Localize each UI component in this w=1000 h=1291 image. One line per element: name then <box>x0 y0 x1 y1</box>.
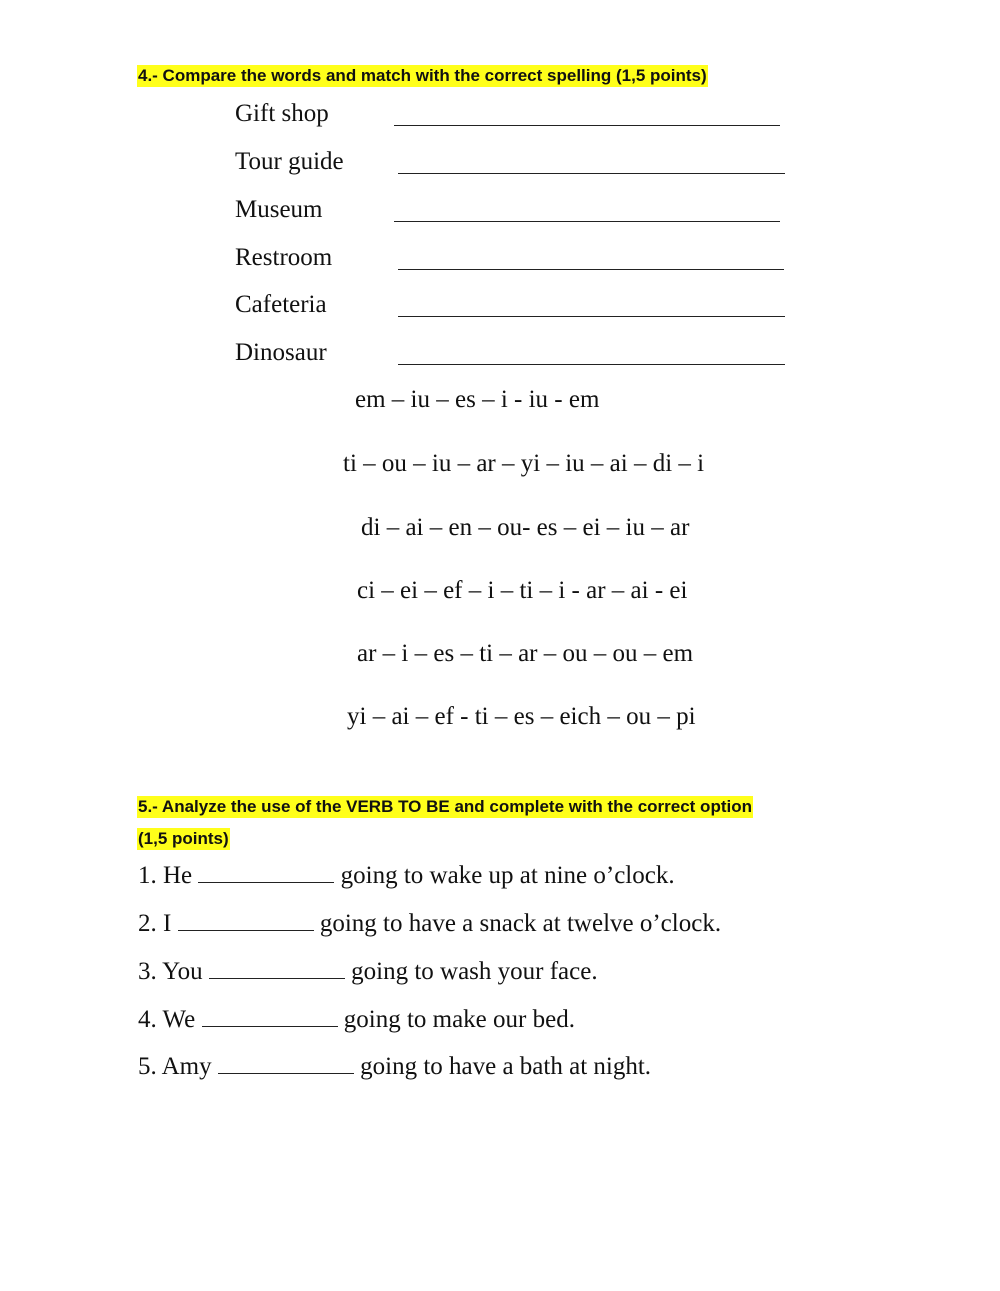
sentence-prefix: 4. We <box>138 1006 196 1033</box>
sentence-suffix: going to wake up at nine o’clock. <box>340 862 675 889</box>
blank-input[interactable] <box>198 862 334 883</box>
blank-input[interactable] <box>218 1053 354 1074</box>
word-cafeteria: Cafeteria <box>235 291 327 318</box>
sentence-suffix: going to have a bath at night. <box>360 1053 652 1080</box>
word-tour-guide: Tour guide <box>235 148 344 175</box>
blank-input[interactable] <box>178 910 314 931</box>
spelling-option: ar – i – es – ti – ar – ou – ou – em <box>357 640 694 667</box>
answer-line-cafeteria[interactable] <box>398 316 785 317</box>
sentence-2 <box>138 909 721 939</box>
section-5-heading-points: (1,5 points) <box>138 829 229 848</box>
sentence-suffix: going to make our bed. <box>343 1006 575 1033</box>
answer-line-restroom[interactable] <box>398 269 784 270</box>
answer-line-tour-guide[interactable] <box>398 173 785 174</box>
sentence-suffix: going to wash your face. <box>351 958 598 985</box>
answer-line-museum[interactable] <box>394 221 780 222</box>
word-gift-shop: Gift shop <box>235 100 329 127</box>
section-5-heading: 5.- Analyze the use of the VERB TO BE and complete with the correct option <box>138 797 752 816</box>
word-museum: Museum <box>235 196 323 223</box>
answer-line-dinosaur[interactable] <box>398 364 785 365</box>
sentence-prefix: 3. You <box>138 958 203 985</box>
word-restroom: Restroom <box>235 244 333 271</box>
sentence-1 <box>138 861 675 891</box>
answer-line-gift-shop[interactable] <box>394 125 780 126</box>
sentence-prefix: 2. I <box>138 910 172 937</box>
word-dinosaur: Dinosaur <box>235 339 327 366</box>
blank-input[interactable] <box>202 1006 338 1027</box>
sentence-prefix: 1. He <box>138 862 193 889</box>
spelling-option: di – ai – en – ou- es – ei – iu – ar <box>361 514 690 541</box>
spelling-option: yi – ai – ef - ti – es – eich – ou – pi <box>347 703 696 730</box>
spelling-option: ci – ei – ef – i – ti – i - ar – ai - ei <box>357 577 688 604</box>
sentence-prefix: 5. Amy <box>138 1053 212 1080</box>
sentence-4 <box>138 1005 575 1035</box>
section-4-heading: 4.- Compare the words and match with the correct spelling (1,5 points) <box>138 66 707 85</box>
spelling-option: ti – ou – iu – ar – yi – iu – ai – di – i <box>343 450 705 477</box>
spelling-option: em – iu – es – i - iu - em <box>355 386 600 413</box>
sentence-suffix: going to have a snack at twelve o’clock. <box>319 910 722 937</box>
sentence-5 <box>138 1052 651 1082</box>
blank-input[interactable] <box>209 958 345 979</box>
sentence-3 <box>138 957 598 987</box>
